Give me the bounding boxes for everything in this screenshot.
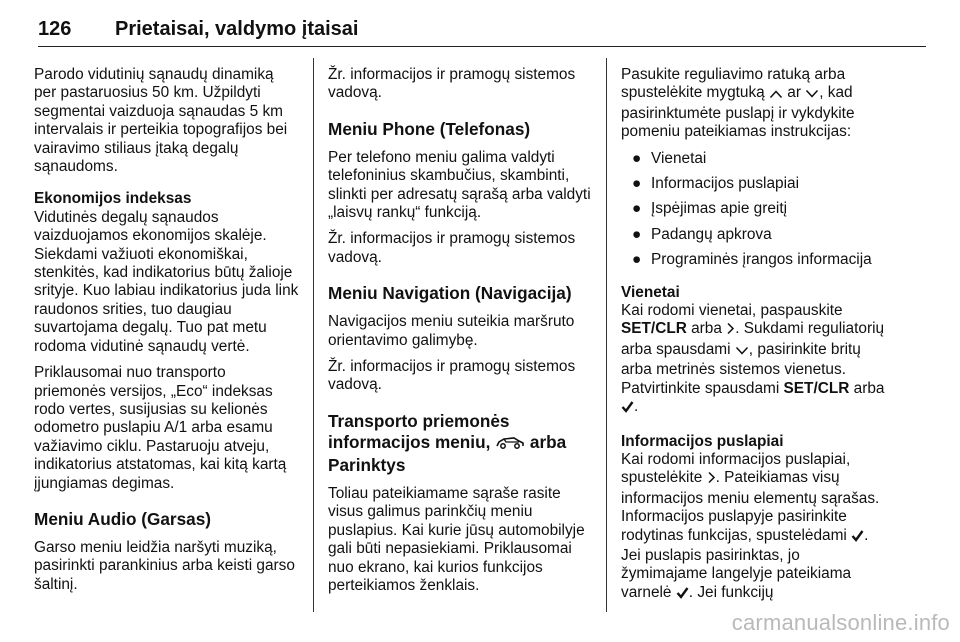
- list-item: ● Programinės įrangos informacija: [632, 251, 872, 269]
- watermark: carmanualsonline.info: [731, 610, 950, 635]
- chevron-down-icon: [805, 86, 819, 104]
- column-divider: [606, 58, 607, 612]
- chevron-right-icon: [726, 322, 735, 340]
- paragraph: Žr. informacijos ir pramogų sistemos vadovą.: [328, 230, 576, 266]
- column-3: [621, 66, 889, 612]
- list-item: ● Padangų apkrova: [632, 225, 772, 243]
- list-item: ● Vienetai: [632, 149, 707, 167]
- page-header: [38, 10, 926, 47]
- paragraph: Navigacijos meniu suteikia maršruto orientavimo galimybę.: [328, 313, 575, 349]
- heading-audio-menu: Meniu Audio (Garsas): [34, 508, 211, 529]
- chevron-right-icon: [707, 471, 716, 489]
- subheading-info-pages: Informacijos puslapiai: [621, 432, 784, 450]
- chevron-up-icon: [769, 86, 783, 104]
- checkmark-icon: [621, 400, 634, 418]
- paragraph: Pasukite reguliavimo ratuką arba spustelėkite mygtuką ar , kad pasirinktumėte puslapį ir vykdykite pomeniu pateikiamas instrukcijas:: [621, 66, 855, 141]
- paragraph: Vidutinės degalų sąnaudos vaizduojamos ekonomijos skalėje. Siekdami važiuoti ekonomiškai, stenkitės, kad indikatorius būtų žalioje srityje. Kuo labiau indikatorius juda link raudonos srities, tuo daugiau suvartojama degalų. Tuo pat metu rodoma vidutinė sąnaudų vertė.: [34, 208, 299, 355]
- car-icon: [495, 434, 525, 455]
- column-2: [328, 66, 596, 603]
- heading-phone-menu: Meniu Phone (Telefonas): [328, 118, 531, 139]
- list-item: ● Įspėjimas apie greitį: [632, 200, 788, 218]
- subheading-eco-index: Ekonomijos indeksas: [34, 190, 192, 208]
- checkmark-icon: [676, 586, 689, 604]
- options-list: [621, 150, 889, 270]
- column-divider: [313, 58, 314, 612]
- paragraph: Žr. informacijos ir pramogų sistemos vadovą.: [328, 66, 576, 102]
- page-number: 126: [38, 18, 72, 40]
- column-1: [34, 66, 299, 602]
- paragraph: Žr. informacijos ir pramogų sistemos vadovą.: [328, 358, 576, 394]
- paragraph: Parodo vidutinių sąnaudų dinamiką per pastaruosius 50 km. Užpildyti segmentai vaizduoja sąnaudas 5 km intervalais ir perteikia topografijos bei vairavimo stiliaus įtaką degalų sąnaudoms.: [34, 66, 288, 176]
- checkmark-icon: [851, 529, 864, 547]
- heading-vehicle-info-menu: Transporto priemonės informacijos meniu, arba Parinktys: [328, 410, 567, 475]
- paragraph: Kai rodomi vienetai, paspauskite SET/CLR arba . Sukdami reguliatorių arba spausdami , pasirinkite britų arba metrinės sistemos vienetus. Patvirtinkite spausdami SET/CLR arba .: [621, 302, 889, 418]
- page-title: Prietaisai, valdymo įtaisai: [115, 18, 359, 40]
- chevron-down-icon: [735, 343, 749, 361]
- paragraph: Kai rodomi informacijos puslapiai, spustelėkite . Pateikiamas visų informacijos meniu elementų sąrašas. Informacijos puslapyje pasirinkite rodytinas funkcijas, spustelėdami . Jei puslapis pasirinktas, jo žymimajame langelyje pateikiama varnelė . Jei funkcijų: [621, 451, 889, 604]
- heading-navigation-menu: Meniu Navigation (Navigacija): [328, 283, 572, 304]
- paragraph: Garso meniu leidžia naršyti muziką, pasirinkti parankinius arba keisti garso šaltinį.: [34, 538, 295, 593]
- subheading-units: Vienetai: [621, 283, 680, 301]
- paragraph: Per telefono meniu galima valdyti telefoninius skambučius, skambinti, slinkti per adresatų sąrašą arba valdyti „laisvų rankų“ funkciją.: [328, 148, 591, 222]
- paragraph: Priklausomai nuo transporto priemonės versijos, „Eco“ indeksas rodo vertes, susijusias su kelionės odometro puslapiu A/1 arba esamu važiavimo ciklu. Pastaruoju atveju, indikatorius atstatomas, kai kitą kartą įjungiamas degimas.: [34, 364, 287, 492]
- paragraph: Toliau pateikiamame sąraše rasite visus galimus parinkčių meniu puslapius. Kai kurie jūsų automobilyje gali būti nepasiekiami. Priklausomai nuo ekrano, kai kurios funkcijos perteikiamos ženklais.: [328, 484, 585, 594]
- list-item: ● Informacijos puslapiai: [632, 175, 799, 193]
